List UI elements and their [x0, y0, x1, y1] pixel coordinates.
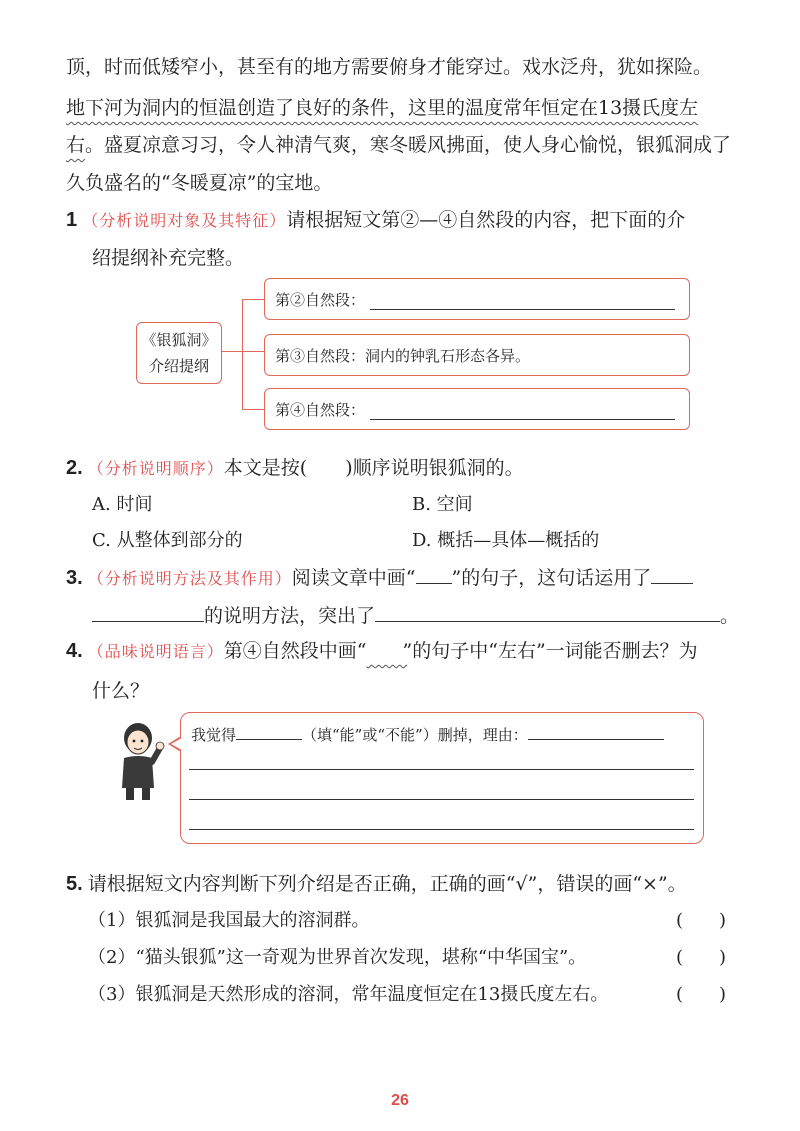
outline-paragraph-2-label: 第②自然段：: [275, 291, 366, 309]
outline-paragraph-4-answer-line[interactable]: [370, 419, 675, 420]
question-3-line-2: [92, 601, 739, 628]
question-4-answer-box: [180, 712, 704, 844]
question-2-tag: （分析说明顺序）: [87, 459, 224, 478]
question-4-text-a: 第④自然段中画“: [223, 640, 367, 662]
question-2-option-b[interactable]: B. 空间: [412, 494, 473, 515]
outline-title-line-1: 《银狐洞》: [141, 331, 217, 349]
question-5-item-1: （1）银狐洞是我国最大的溶洞群。: [88, 910, 370, 931]
outline-connector-vertical: [242, 299, 243, 410]
question-3-blank-1b[interactable]: [92, 601, 204, 622]
speech-bubble-pointer-fill: [171, 738, 182, 750]
question-1-number: 1: [66, 209, 78, 231]
question-5-item-1-answer[interactable]: ( ): [676, 910, 727, 931]
question-3-number: 3.: [66, 567, 83, 589]
outline-paragraph-2-answer-line[interactable]: [370, 309, 675, 310]
question-4-text-line-2: 什么？: [92, 680, 150, 702]
question-4-number: 4.: [66, 640, 83, 662]
question-1: [66, 205, 685, 232]
question-4-tag: （品味说明语言）: [87, 642, 224, 661]
outline-title-box: [136, 322, 222, 384]
question-2-text: 本文是按( )顺序说明银狐洞的。: [223, 457, 524, 479]
passage-line-3-wavy: 右: [66, 134, 86, 156]
question-3-underline-sample: [416, 563, 452, 584]
passage-line-2: 地下河为洞内的恒温创造了良好的条件，这里的温度常年恒定在13摄氏度左: [66, 97, 699, 119]
question-4-answer-line-1: [191, 723, 664, 745]
question-1-tag: （分析说明对象及其特征）: [82, 211, 287, 230]
question-2-option-d[interactable]: D. 概括—具体—概括的: [412, 530, 600, 551]
question-5-text: 请根据短文内容判断下列介绍是否正确，正确的画“√”，错误的画“×”。: [87, 873, 687, 895]
question-3: [66, 563, 693, 590]
passage-line-4: 久负盛名的“冬暖夏凉”的宝地。: [66, 172, 333, 194]
question-2-number: 2.: [66, 457, 83, 479]
outline-connector-2: [242, 351, 264, 352]
question-5-item-3: （3）银狐洞是天然形成的溶洞，常年温度恒定在13摄氏度左右。: [88, 984, 609, 1005]
question-5-item-3-answer[interactable]: ( ): [676, 984, 727, 1005]
question-5: [66, 869, 687, 896]
outline-paragraph-4-label: 第④自然段：: [275, 401, 366, 419]
question-4-blank-reason-1[interactable]: [528, 723, 664, 740]
question-2-option-c[interactable]: C. 从整体到部分的: [92, 530, 243, 551]
question-3-text-a: 阅读文章中画“: [291, 567, 416, 589]
question-3-tag: （分析说明方法及其作用）: [87, 569, 292, 588]
question-2: [66, 453, 524, 480]
question-4-blank-reason-4[interactable]: [189, 829, 694, 830]
passage-line-1: 顶，时而低矮窄小，甚至有的地方需要俯身才能穿过。戏水泛舟，犹如探险。: [66, 56, 713, 78]
question-3-text-d: 。: [720, 605, 740, 627]
question-5-item-2-answer[interactable]: ( ): [676, 947, 727, 968]
question-3-text-c: 的说明方法，突出了: [204, 605, 376, 627]
passage-line-3: [66, 130, 731, 157]
outline-paragraph-3-box: [264, 334, 690, 376]
question-4-answer-prefix: 我觉得: [191, 726, 237, 744]
outline-connector-1: [242, 299, 264, 300]
outline-connector-3: [242, 409, 264, 410]
question-4-blank-reason-2[interactable]: [189, 769, 694, 770]
outline-paragraph-4-box: [264, 388, 690, 430]
question-4-wavy-sample: ​: [366, 642, 408, 661]
question-4-blank-can[interactable]: [236, 723, 302, 740]
outline-title-line-2: 介绍提纲: [148, 357, 209, 375]
question-5-number: 5.: [66, 873, 83, 895]
student-figure-icon: [112, 718, 168, 802]
question-4-text-b: ”的句子中“左右”一词能否删去？为: [402, 640, 698, 662]
question-2-option-a[interactable]: A. 时间: [92, 494, 153, 515]
question-3-blank-2[interactable]: [375, 601, 720, 622]
question-4-answer-reason-label: （填“能”或“不能”）删掉，理由：: [302, 726, 528, 744]
question-1-text-line-2: 绍提纲补充完整。: [92, 247, 245, 269]
question-3-blank-1a[interactable]: [651, 563, 693, 584]
outline-paragraph-2-box: [264, 278, 690, 320]
page-number: 26: [391, 1092, 409, 1109]
outline-paragraph-3-label: 第③自然段：洞内的钟乳石形态各异。: [275, 347, 531, 365]
question-4-blank-reason-3[interactable]: [189, 799, 694, 800]
question-5-item-2: （2）“猫头银狐”这一奇观为世界首次发现，堪称“中华国宝”。: [88, 947, 587, 968]
outline-connector-main: [221, 351, 243, 352]
question-1-text: 请根据短文第②—④自然段的内容，把下面的介: [286, 209, 686, 231]
question-4: [66, 636, 698, 663]
question-3-text-b: ”的句子，这句话运用了: [451, 567, 652, 589]
passage-line-3-rest: 。盛夏凉意习习，令人神清气爽，寒冬暖风拂面，使人身心愉悦，银狐洞成了: [85, 134, 732, 156]
